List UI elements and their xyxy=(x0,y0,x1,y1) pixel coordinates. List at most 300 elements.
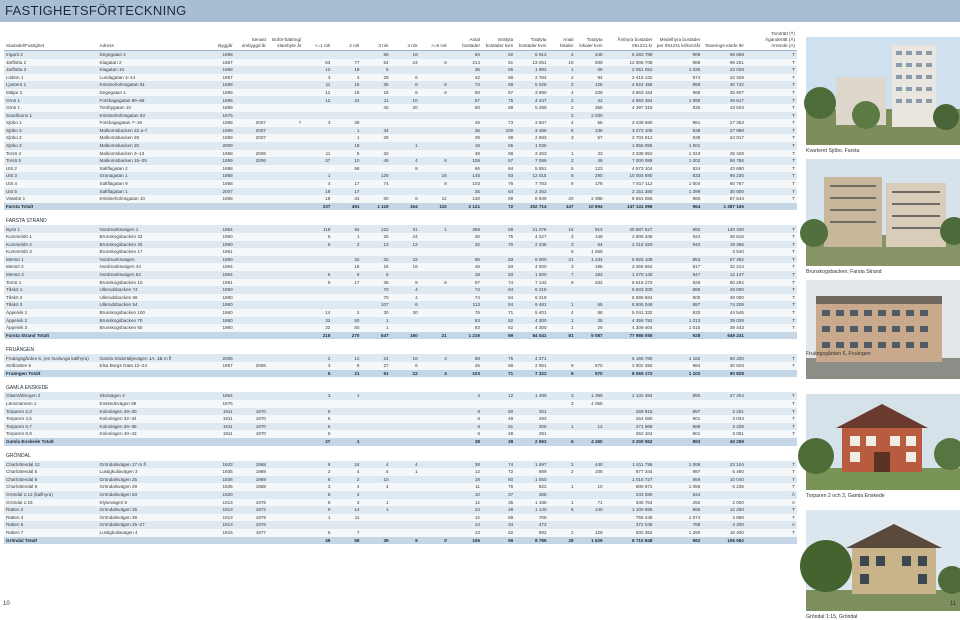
table-cell: 27 998 xyxy=(702,127,746,135)
table-cell xyxy=(654,400,702,408)
table-cell: 1970 xyxy=(235,408,268,416)
table-cell xyxy=(549,294,576,302)
total-cell: 5 xyxy=(303,370,332,378)
table-cell: 1960 xyxy=(199,256,234,264)
table-cell xyxy=(303,112,332,120)
table-cell xyxy=(576,286,605,294)
table-cell: 6 xyxy=(303,461,332,469)
table-cell: 58 xyxy=(482,225,515,233)
table-cell xyxy=(420,521,449,529)
total-cell: 1 629 xyxy=(576,537,605,545)
table-cell: 36 xyxy=(361,279,390,287)
table-cell: 2 xyxy=(549,104,576,112)
table-cell: Forshagagatan 7–19 xyxy=(98,119,200,127)
total-cell: 28 xyxy=(549,537,576,545)
table-cell: T xyxy=(746,74,797,82)
table-row xyxy=(4,59,797,67)
table-cell: 27 353 xyxy=(702,119,746,127)
table-row xyxy=(4,430,797,438)
table-cell: 355 xyxy=(576,104,605,112)
table-cell: 262 104 xyxy=(605,430,655,438)
table-cell xyxy=(235,51,268,59)
table-cell: 885 xyxy=(654,286,702,294)
table-cell: 965 xyxy=(654,506,702,514)
table-cell: 61 xyxy=(482,59,515,67)
table-cell: Ratten 2 xyxy=(4,506,98,514)
table-row xyxy=(4,104,797,112)
table-cell: Ratten 3 xyxy=(4,514,98,522)
total-cell xyxy=(420,438,449,446)
table-cell: 897 xyxy=(654,301,702,309)
table-cell xyxy=(303,256,332,264)
table-cell: 959 xyxy=(654,476,702,484)
table-cell: Granagatan 1 xyxy=(98,172,200,180)
table-cell xyxy=(235,112,268,120)
table-cell: 83 xyxy=(482,271,515,279)
table-cell: 1 xyxy=(549,324,576,332)
table-cell: 2 xyxy=(549,96,576,104)
table-row xyxy=(4,461,797,469)
table-cell: 938 xyxy=(654,127,702,135)
table-cell xyxy=(268,112,303,120)
table-cell: 12 015 xyxy=(515,172,548,180)
table-cell xyxy=(361,165,390,173)
table-cell: 96 xyxy=(449,256,482,264)
table-cell: 68 xyxy=(482,150,515,158)
table-cell: 99 251 xyxy=(702,59,746,67)
table-cell: 1911 xyxy=(199,408,234,416)
table-cell: 2 xyxy=(549,468,576,476)
table-cell: 7 086 xyxy=(515,157,548,165)
table-cell: 74 xyxy=(449,294,482,302)
table-row xyxy=(4,324,797,332)
table-cell: 12 906 708 xyxy=(605,59,655,67)
table-header-row xyxy=(4,31,797,51)
table-cell: 84 xyxy=(482,294,515,302)
table-row xyxy=(4,491,797,499)
table-cell: 23 104 xyxy=(702,461,746,469)
table-cell: 2 000 xyxy=(702,499,746,507)
table-cell: 6 283 788 xyxy=(605,51,655,59)
table-cell: 1960 xyxy=(199,294,234,302)
table-cell: 3 507 xyxy=(515,119,548,127)
table-cell: 183 xyxy=(576,271,605,279)
table-cell: 32 xyxy=(332,256,361,264)
table-cell: 292 xyxy=(654,499,702,507)
table-cell: 83 xyxy=(482,263,515,271)
table-cell: 1915 xyxy=(199,529,234,537)
table-cell: 71 xyxy=(576,499,605,507)
table-cell: 1958 xyxy=(199,89,234,97)
table-cell: Gröndalsvägen 25 xyxy=(98,476,200,484)
table-cell: 8 505 048 xyxy=(605,301,655,309)
table-cell xyxy=(235,89,268,97)
table-cell xyxy=(420,301,449,309)
table-cell: 82 xyxy=(482,51,515,59)
table-cell: T xyxy=(746,180,797,188)
table-cell xyxy=(391,529,420,537)
table-cell xyxy=(332,423,361,431)
total-cell: 51 xyxy=(361,370,390,378)
table-cell: 51 xyxy=(482,423,515,431)
table-cell: 74 xyxy=(449,286,482,294)
total-cell: 22 xyxy=(391,370,420,378)
table-cell: 1960 xyxy=(199,286,234,294)
table-cell: 1 xyxy=(549,499,576,507)
table-cell: 9 xyxy=(391,279,420,287)
table-cell: 3 488 xyxy=(515,127,548,135)
table-cell: 1 xyxy=(332,233,361,241)
table-cell xyxy=(268,233,303,241)
table-cell xyxy=(235,142,268,150)
table-cell: Brunskogsbacken 50 xyxy=(98,324,200,332)
table-cell: 7 xyxy=(332,529,361,537)
table-cell: 84 xyxy=(482,165,515,173)
table-cell: 2 xyxy=(332,476,361,484)
table-cell: 74 xyxy=(361,180,390,188)
table-cell: T xyxy=(746,279,797,287)
table-cell xyxy=(515,112,548,120)
table-cell xyxy=(268,127,303,135)
table-cell: 4 247 xyxy=(515,96,548,104)
table-cell: 57 xyxy=(576,134,605,142)
table-cell: 1958 xyxy=(199,81,234,89)
table-cell: 12 xyxy=(303,66,332,74)
total-cell: 106 062 xyxy=(702,537,746,545)
table-cell: 1989 xyxy=(235,468,268,476)
table-cell: 4 824 156 xyxy=(605,81,655,89)
table-cell: 6 xyxy=(420,81,449,89)
table-cell: 6 xyxy=(303,408,332,416)
table-cell: 24 xyxy=(332,96,361,104)
table-row xyxy=(4,256,797,264)
table-cell: 52 xyxy=(482,324,515,332)
table-cell: Tornö 1 xyxy=(4,279,98,287)
table-cell xyxy=(420,309,449,317)
table-cell: 959 xyxy=(654,81,702,89)
table-cell: 75 xyxy=(482,354,515,362)
table-cell: 16 xyxy=(391,263,420,271)
table-cell: 3 xyxy=(303,362,332,370)
table-cell: 48 xyxy=(482,506,515,514)
total-cell xyxy=(268,370,303,378)
table-cell xyxy=(391,499,420,507)
table-cell: 2 030 xyxy=(576,112,605,120)
table-cell: 83 xyxy=(482,172,515,180)
table-cell: 66 xyxy=(449,165,482,173)
table-cell: Utö 5 xyxy=(4,188,98,196)
table-cell: 4 xyxy=(391,461,420,469)
table-cell xyxy=(303,165,332,173)
table-cell: 1 xyxy=(361,506,390,514)
photo-fruangsgarden xyxy=(806,280,960,379)
table-cell: 67 xyxy=(482,157,515,165)
table-cell: 368 xyxy=(515,491,548,499)
table-cell: 890 xyxy=(654,392,702,400)
table-cell: 3 xyxy=(303,483,332,491)
table-cell: 70 xyxy=(482,241,515,249)
table-cell: Vässbö 1 xyxy=(4,195,98,203)
table-cell: 833 xyxy=(654,172,702,180)
table-cell: 4 356 792 xyxy=(605,317,655,325)
table-row xyxy=(4,499,797,507)
table-cell: 34 xyxy=(332,195,361,203)
table-cell xyxy=(391,506,420,514)
table-cell xyxy=(420,233,449,241)
table-cell: 126 xyxy=(576,81,605,89)
table-cell xyxy=(235,286,268,294)
table-cell: 1911 xyxy=(199,415,234,423)
table-cell xyxy=(235,392,268,400)
table-cell: 2006 xyxy=(235,150,268,158)
table-cell: 6 xyxy=(303,423,332,431)
table-cell: 123 xyxy=(576,165,605,173)
table-cell: 2 132 484 xyxy=(605,392,655,400)
table-cell: 1 186 xyxy=(515,499,548,507)
table-cell: T xyxy=(746,415,797,423)
table-cell: Lundagatan 4–14 xyxy=(98,74,200,82)
total-cell: 147 xyxy=(549,203,576,211)
table-cell: Äppelvik 2 xyxy=(4,317,98,325)
table-cell: 2 704 812 xyxy=(605,134,655,142)
table-cell xyxy=(391,172,420,180)
table-cell: 8 591 556 xyxy=(605,195,655,203)
table-cell xyxy=(268,66,303,74)
table-row xyxy=(4,188,797,196)
table-cell xyxy=(391,112,420,120)
table-cell: 2 883 xyxy=(515,134,548,142)
table-cell xyxy=(235,180,268,188)
table-cell: 332 xyxy=(576,279,605,287)
table-cell: T xyxy=(746,423,797,431)
table-cell: 97 xyxy=(449,279,482,287)
table-cell: 1957 xyxy=(199,59,234,67)
table-cell: 14 xyxy=(332,506,361,514)
table-cell xyxy=(482,400,515,408)
total-cell: 27 xyxy=(303,438,332,446)
table-cell: 1 056 xyxy=(654,483,702,491)
table-cell: 3 xyxy=(549,241,576,249)
table-cell: Skolvägen 4 xyxy=(98,392,200,400)
table-cell: 13 xyxy=(449,529,482,537)
table-cell: 33 xyxy=(576,150,605,158)
table-cell: 306 xyxy=(515,423,548,431)
table-cell: 50 xyxy=(332,324,361,332)
table-cell: T xyxy=(746,81,797,89)
table-cell: 10 xyxy=(391,96,420,104)
table-cell: 3 201 xyxy=(702,408,746,416)
table-cell: Malkomsbacken 22 a–f xyxy=(98,127,200,135)
table-cell: 88 xyxy=(482,104,515,112)
table-cell: 8 949 xyxy=(515,195,548,203)
table-cell: 1964 xyxy=(199,225,234,233)
table-cell: T xyxy=(746,514,797,522)
table-cell xyxy=(332,521,361,529)
table-cell: 18 xyxy=(303,188,332,196)
column-header: Senast ombyggd år xyxy=(235,31,268,51)
table-cell: 75 xyxy=(482,233,515,241)
table-cell: 64 xyxy=(482,188,515,196)
table-cell: 758 448 xyxy=(605,514,655,522)
table-cell: T xyxy=(746,354,797,362)
table-cell: 7 817 112 xyxy=(605,180,655,188)
table-cell: A xyxy=(746,499,797,507)
total-cell xyxy=(199,537,234,545)
table-cell: 52 xyxy=(482,317,515,325)
table-cell: 2 xyxy=(549,461,576,469)
total-cell xyxy=(199,438,234,446)
table-cell: 7 000 088 xyxy=(605,157,655,165)
table-cell: 3 540 xyxy=(702,248,746,256)
table-cell: 12 xyxy=(449,514,482,522)
table-cell: 9 xyxy=(549,248,576,256)
table-cell: 3 266 652 xyxy=(605,263,655,271)
table-cell: 1 500 xyxy=(515,271,548,279)
table-cell: 1 030 xyxy=(654,66,702,74)
table-row xyxy=(4,286,797,294)
section-spacer xyxy=(4,210,797,218)
table-cell: T xyxy=(746,430,797,438)
table-cell: 1 xyxy=(303,514,332,522)
total-cell: 0 xyxy=(420,537,449,545)
table-cell: 4 xyxy=(549,119,576,127)
column-header: Totalyta lokaler kvm xyxy=(576,31,605,51)
table-cell: 57 xyxy=(449,96,482,104)
total-cell: 72 xyxy=(482,203,515,211)
table-cell xyxy=(361,521,390,529)
table-cell xyxy=(702,142,746,150)
table-cell xyxy=(268,263,303,271)
table-cell xyxy=(235,96,268,104)
table-cell xyxy=(235,104,268,112)
table-cell xyxy=(268,461,303,469)
table-cell: 1 xyxy=(361,324,390,332)
table-cell: 35 xyxy=(482,499,515,507)
table-cell: 49 xyxy=(449,119,482,127)
table-cell: Mäljar 2 xyxy=(4,89,98,97)
total-cell xyxy=(235,537,268,545)
table-cell: 6 xyxy=(361,271,390,279)
table-cell: Saltflagatan 2 xyxy=(98,165,200,173)
table-cell: 847 xyxy=(654,271,702,279)
total-cell: Gamla Enskede Totalt xyxy=(4,438,98,446)
table-cell: 1 559 xyxy=(576,248,605,256)
table-cell xyxy=(420,491,449,499)
table-cell: 6 xyxy=(391,81,420,89)
table-cell: 1959 xyxy=(199,157,234,165)
table-cell: 29 xyxy=(449,134,482,142)
table-cell xyxy=(268,301,303,309)
table-cell: Charlottendal 9 xyxy=(4,483,98,491)
table-cell: 18 xyxy=(449,271,482,279)
table-cell: T xyxy=(746,324,797,332)
table-cell xyxy=(268,483,303,491)
table-cell: 2 xyxy=(332,491,361,499)
table-cell: 1 xyxy=(549,150,576,158)
table-cell: 634 xyxy=(654,491,702,499)
total-cell: 81 xyxy=(549,332,576,340)
table-cell: 42 xyxy=(576,96,605,104)
table-cell xyxy=(549,521,576,529)
table-row xyxy=(4,51,797,59)
table-cell: 11 xyxy=(449,483,482,491)
table-cell: 4 650 384 xyxy=(605,96,655,104)
table-cell: 940 xyxy=(654,241,702,249)
table-cell: 2007 xyxy=(235,134,268,142)
table-cell: T xyxy=(746,294,797,302)
table-cell: 5 028 xyxy=(515,81,548,89)
table-cell: 3 xyxy=(549,392,576,400)
total-cell: 49 xyxy=(303,537,332,545)
table-cell xyxy=(268,150,303,158)
table-cell: 12 xyxy=(303,96,332,104)
table-cell: 2 xyxy=(332,309,361,317)
table-cell xyxy=(268,506,303,514)
total-cell xyxy=(199,203,234,211)
total-cell: 218 xyxy=(303,332,332,340)
column-header: Antal lokaler xyxy=(549,31,576,51)
table-cell: Sjöbo 1 xyxy=(4,119,98,127)
table-cell xyxy=(303,294,332,302)
table-cell xyxy=(449,400,482,408)
table-cell: 6 xyxy=(303,241,332,249)
table-cell xyxy=(361,112,390,120)
table-cell: 1988 xyxy=(235,461,268,469)
table-row xyxy=(4,263,797,271)
table-cell: 24 xyxy=(332,461,361,469)
table-cell: 59 698 xyxy=(702,51,746,59)
table-cell xyxy=(332,301,361,309)
table-cell: T xyxy=(746,150,797,158)
table-cell: 3 034 xyxy=(702,415,746,423)
table-cell xyxy=(268,392,303,400)
total-cell: 56 xyxy=(482,537,515,545)
table-cell: Koloniägen 28–30 xyxy=(98,408,200,416)
table-cell: 8 xyxy=(303,499,332,507)
table-cell xyxy=(361,415,390,423)
table-cell: 1 xyxy=(549,483,576,491)
table-cell: 68 xyxy=(482,81,515,89)
table-row xyxy=(4,271,797,279)
table-row xyxy=(4,301,797,309)
table-cell: 74 xyxy=(482,279,515,287)
total-cell xyxy=(746,370,797,378)
table-cell: 2 xyxy=(549,81,576,89)
table-cell xyxy=(391,423,420,431)
total-cell: 21 xyxy=(420,332,449,340)
total-cell xyxy=(746,438,797,446)
table-cell: 18 xyxy=(361,89,390,97)
table-cell xyxy=(420,119,449,127)
table-cell: 12 xyxy=(449,468,482,476)
table-cell: 106 xyxy=(449,157,482,165)
table-cell xyxy=(268,514,303,522)
total-cell: 893 xyxy=(654,438,702,446)
table-cell xyxy=(268,172,303,180)
section-heading-row xyxy=(4,385,797,393)
table-cell: 18 xyxy=(449,476,482,484)
table-cell: 18 xyxy=(332,66,361,74)
table-cell: 5 xyxy=(549,506,576,514)
table-cell: 1 140 xyxy=(515,506,548,514)
column-header: Årshyra bostäder 091231 kr xyxy=(605,31,655,51)
table-cell xyxy=(605,112,655,120)
table-cell: 138 xyxy=(576,127,605,135)
table-cell: Charlottendal 5 xyxy=(4,468,98,476)
table-cell: 14 xyxy=(303,309,332,317)
page-number-right: 11 xyxy=(950,601,957,607)
table-cell xyxy=(235,248,268,256)
